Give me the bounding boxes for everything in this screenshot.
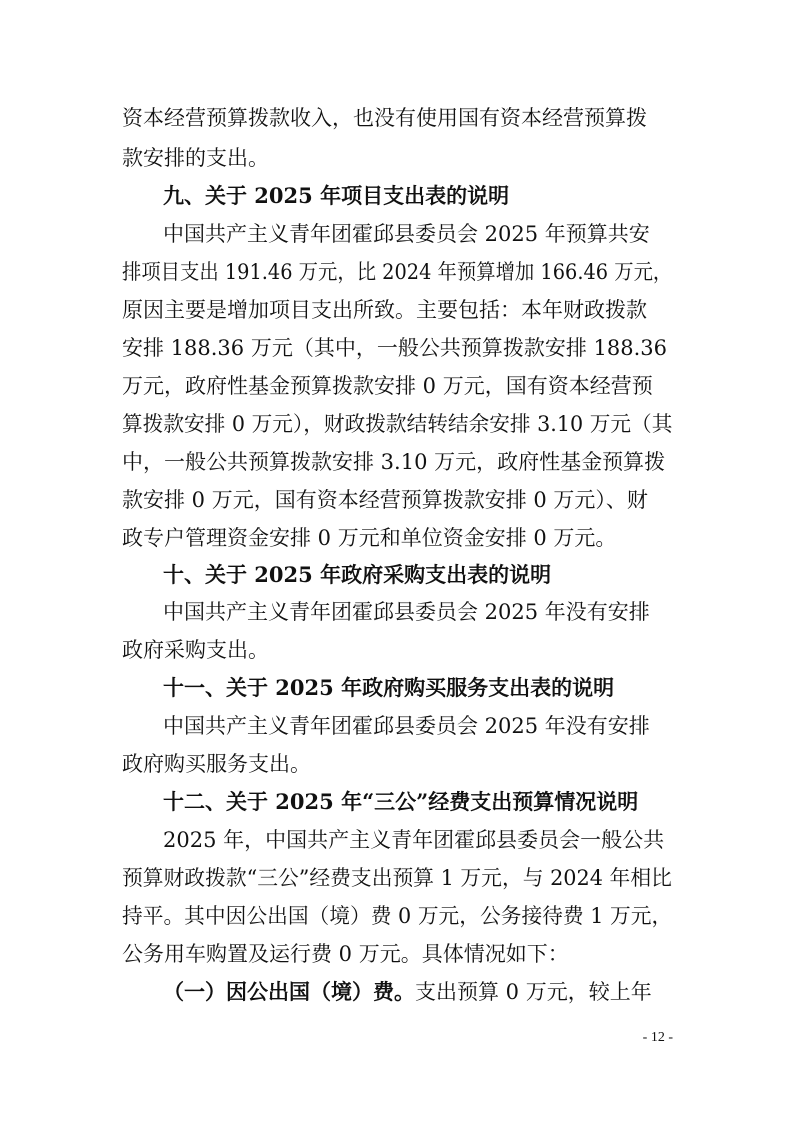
subsection-text: 支出预算 0 万元，较上年 — [415, 980, 652, 1004]
paragraph-line: 预算财政拨款“三公”经费支出预算 1 万元，与 2024 年相比 — [122, 866, 672, 890]
paragraph-line: 政府购买服务支出。 — [122, 752, 311, 776]
paragraph-line: 政府采购支出。 — [122, 638, 269, 662]
section-heading-12: 十二、关于 2025 年“三公”经费支出预算情况说明 — [163, 789, 639, 814]
paragraph-line: 中国共产主义青年团霍邱县委员会 2025 年没有安排 — [163, 600, 650, 624]
paragraph-line: 持平。其中因公出国（境）费 0 万元，公务接待费 1 万元， — [122, 904, 673, 928]
paragraph-line: 政专户管理资金安排 0 万元和单位资金安排 0 万元。 — [122, 526, 617, 550]
paragraph-line: 公务用车购置及运行费 0 万元。具体情况如下： — [122, 942, 569, 966]
subsection-heading: （一）因公出国（境）费。 — [163, 979, 415, 1004]
paragraph-line: 2025 年，中国共产主义青年团霍邱县委员会一般公共 — [163, 828, 665, 852]
subsection-line — [163, 980, 652, 1004]
page-number: - 12 - — [642, 1030, 673, 1045]
paragraph-line: 中，一般公共预算拨款安排 3.10 万元，政府性基金预算拨 — [122, 450, 666, 474]
paragraph-line: 排项目支出 191.46 万元，比 2024 年预算增加 166.46 万元， — [122, 260, 673, 284]
section-heading-10: 十、关于 2025 年政府采购支出表的说明 — [163, 562, 552, 587]
section-heading-9: 九、关于 2025 年项目支出表的说明 — [163, 183, 510, 208]
paragraph-line: 算拨款安排 0 万元），财政拨款结转结余安排 3.10 万元（其 — [122, 412, 673, 436]
paragraph-line: 资本经营预算拨款收入，也没有使用国有资本经营预算拨 — [122, 106, 647, 130]
paragraph-line: 款安排的支出。 — [122, 146, 269, 170]
paragraph-line: 款安排 0 万元，国有资本经营预算拨款安排 0 万元）、财 — [122, 488, 648, 512]
paragraph-line: 万元，政府性基金预算拨款安排 0 万元，国有资本经营预 — [122, 374, 653, 398]
section-heading-11: 十一、关于 2025 年政府购买服务支出表的说明 — [163, 675, 615, 700]
paragraph-line: 原因主要是增加项目支出所致。主要包括：本年财政拨款 — [122, 298, 647, 322]
paragraph-line: 中国共产主义青年团霍邱县委员会 2025 年没有安排 — [163, 714, 650, 738]
paragraph-line: 安排 188.36 万元（其中，一般公共预算拨款安排 188.36 — [122, 336, 667, 360]
paragraph-line: 中国共产主义青年团霍邱县委员会 2025 年预算共安 — [163, 222, 650, 246]
